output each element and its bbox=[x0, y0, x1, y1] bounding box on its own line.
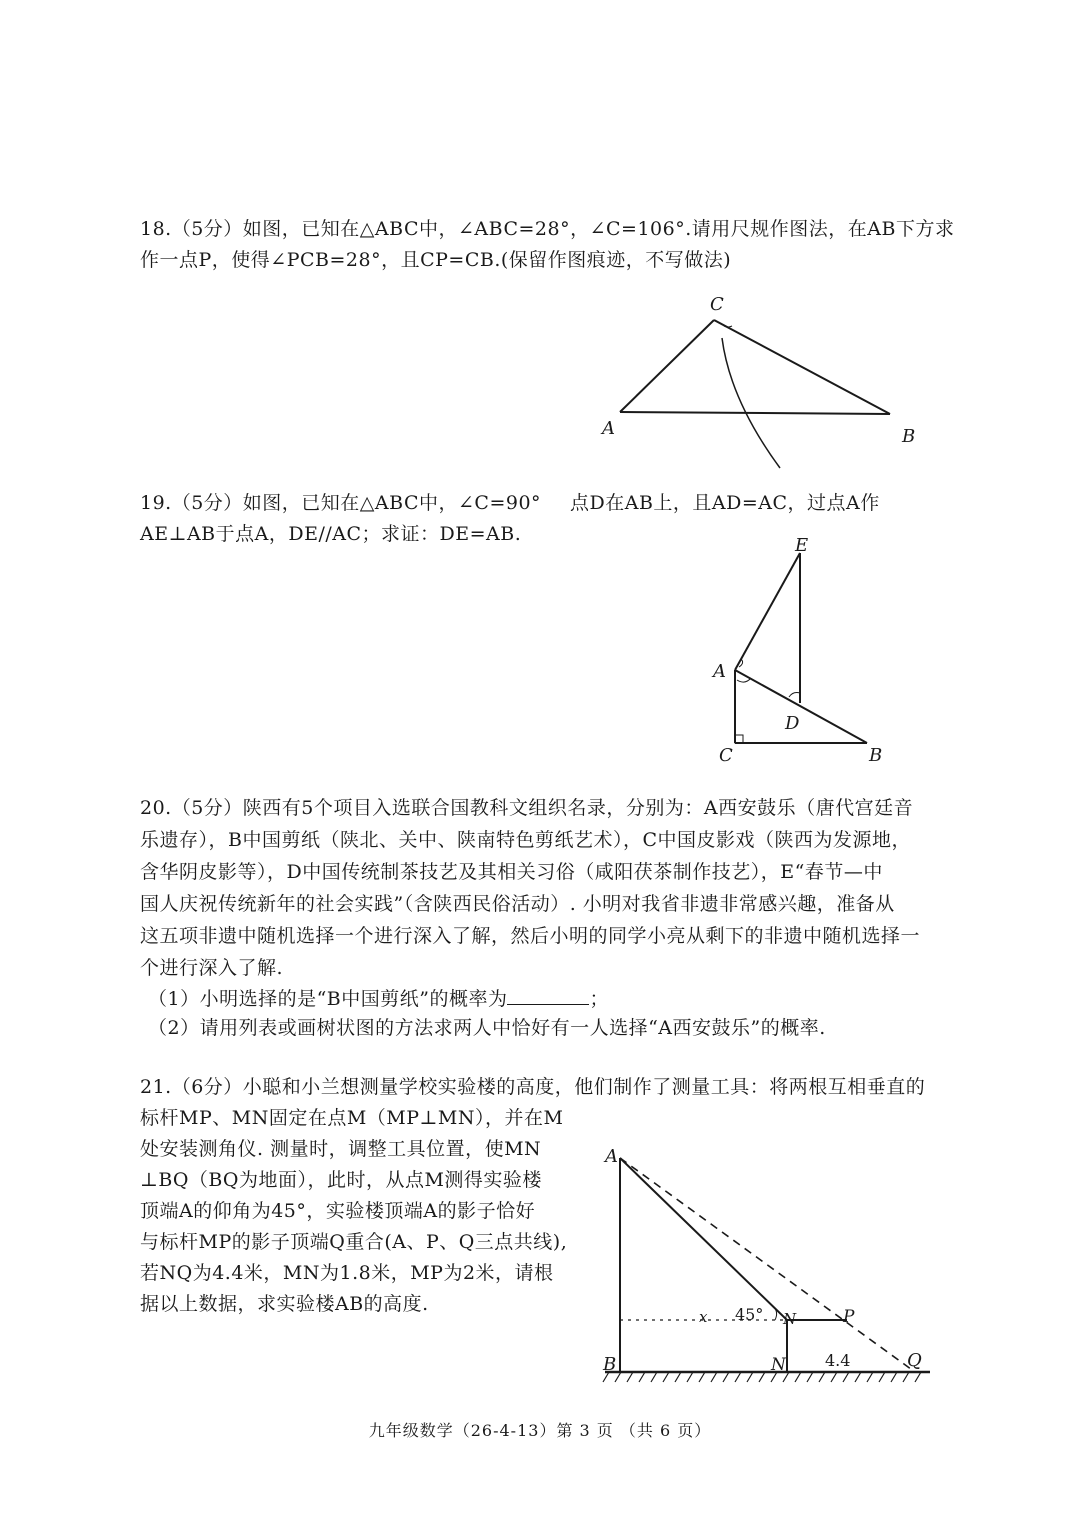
q19-line-1-left: 19.（5分）如图，已知在△ABC中，∠C=90° bbox=[140, 492, 542, 514]
label-b: B bbox=[603, 1354, 617, 1375]
answer-blank[interactable] bbox=[507, 988, 589, 1005]
ground-hatching bbox=[603, 1372, 921, 1382]
q21-figure bbox=[595, 1140, 940, 1394]
side-ac bbox=[620, 320, 714, 412]
label-angle-45: 45° bbox=[735, 1305, 764, 1324]
label-e: E bbox=[795, 535, 809, 556]
sight-line-am bbox=[620, 1158, 787, 1320]
q20-line-5: 这五项非遗中随机选择一个进行深入了解，然后小明的同学小亮从剩下的非遗中随机选择一 bbox=[140, 925, 921, 947]
label-c: C bbox=[719, 745, 733, 766]
q19-figure bbox=[705, 535, 905, 779]
segment-ae bbox=[735, 553, 800, 670]
label-n: N bbox=[771, 1355, 786, 1375]
q21-line-7: 若NQ为4.4米，MN为1.8米，MP为2米，请根 bbox=[140, 1262, 554, 1284]
right-angle-c bbox=[735, 735, 743, 743]
q19-line-2: AE⊥AB于点A，DE//AC；求证：DE=AB. bbox=[140, 523, 522, 545]
q19-line-1-right: 点D在AB上，且AD=AC，过点A作 bbox=[570, 492, 880, 514]
q21-line-3: 处安装测角仪. 测量时，调整工具位置，使MN bbox=[140, 1138, 542, 1160]
angle-mark-d bbox=[789, 693, 800, 698]
label-b: B bbox=[902, 426, 916, 447]
q21-line-2: 标杆MP、MN固定在点M（MP⊥MN），并在M bbox=[140, 1107, 564, 1129]
q21-line-1: 21.（6分）小聪和小兰想测量学校实验楼的高度，他们制作了测量工具：将两根互相垂直的 bbox=[140, 1076, 926, 1098]
q20-line-4: 国人庆祝传统新年的社会实践”（含陕西民俗活动）. 小明对我省非遗非常感兴趣，准备从 bbox=[140, 893, 895, 915]
construction-arc bbox=[722, 338, 780, 468]
label-m: N bbox=[783, 1310, 797, 1328]
label-a: A bbox=[602, 418, 615, 439]
angle-mark bbox=[724, 326, 732, 327]
q18-line-2: 作一点P，使得∠PCB=28°，且CP=CB.(保留作图痕迹，不写做法) bbox=[140, 249, 732, 271]
label-c: C bbox=[710, 294, 724, 315]
q20-sub-1-text: （1）小明选择的是“B中国剪纸”的概率为 bbox=[148, 988, 508, 1010]
label-q: Q bbox=[907, 1350, 922, 1371]
q18-figure bbox=[590, 290, 930, 484]
q21-line-8: 据以上数据，求实验楼AB的高度. bbox=[140, 1293, 429, 1315]
label-x: x bbox=[699, 1308, 708, 1326]
side-ab bbox=[620, 412, 890, 414]
page-footer: 九年级数学（26-4-13）第 3 页 （共 6 页） bbox=[368, 1421, 712, 1440]
label-a: A bbox=[713, 661, 726, 682]
label-a: A bbox=[605, 1146, 618, 1167]
q20-line-3: 含华阴皮影等），D中国传统制茶技艺及其相关习俗（咸阳茯茶制作技艺），E“春节—中 bbox=[140, 861, 883, 883]
q21-line-4: ⊥BQ（BQ为地面），此时，从点M测得实验楼 bbox=[140, 1169, 542, 1191]
label-b: B bbox=[869, 745, 883, 766]
label-dist: 4.4 bbox=[825, 1351, 851, 1370]
label-p: P bbox=[843, 1307, 855, 1327]
shadow-line-aq bbox=[620, 1158, 915, 1372]
q21-line-5: 顶端A的仰角为45°，实验楼顶端A的影子恰好 bbox=[140, 1200, 536, 1222]
q20-sub-2: （2）请用列表或画树状图的方法求两人中恰好有一人选择“A西安鼓乐”的概率. bbox=[148, 1017, 826, 1039]
q18-line-1: 18.（5分）如图，已知在△ABC中，∠ABC=28°，∠C=106°.请用尺规作图法，在AB下方求 bbox=[140, 218, 955, 240]
label-d: D bbox=[785, 713, 800, 734]
q20-line-6: 个进行深入了解. bbox=[140, 957, 284, 979]
q20-sub-1-end: ； bbox=[589, 988, 609, 1010]
q20-sub-1 bbox=[148, 988, 609, 1010]
q20-line-2: 乐遗存），B中国剪纸（陕北、关中、陕南特色剪纸艺术），C中国皮影戏（陕西为发源地， bbox=[140, 829, 912, 851]
q21-line-6: 与标杆MP的影子顶端Q重合(A、P、Q三点共线), bbox=[140, 1231, 568, 1253]
q20-line-1: 20.（5分）陕西有5个项目入选联合国教科文组织名录，分别为：A西安鼓乐（唐代宫廷音 bbox=[140, 797, 914, 819]
